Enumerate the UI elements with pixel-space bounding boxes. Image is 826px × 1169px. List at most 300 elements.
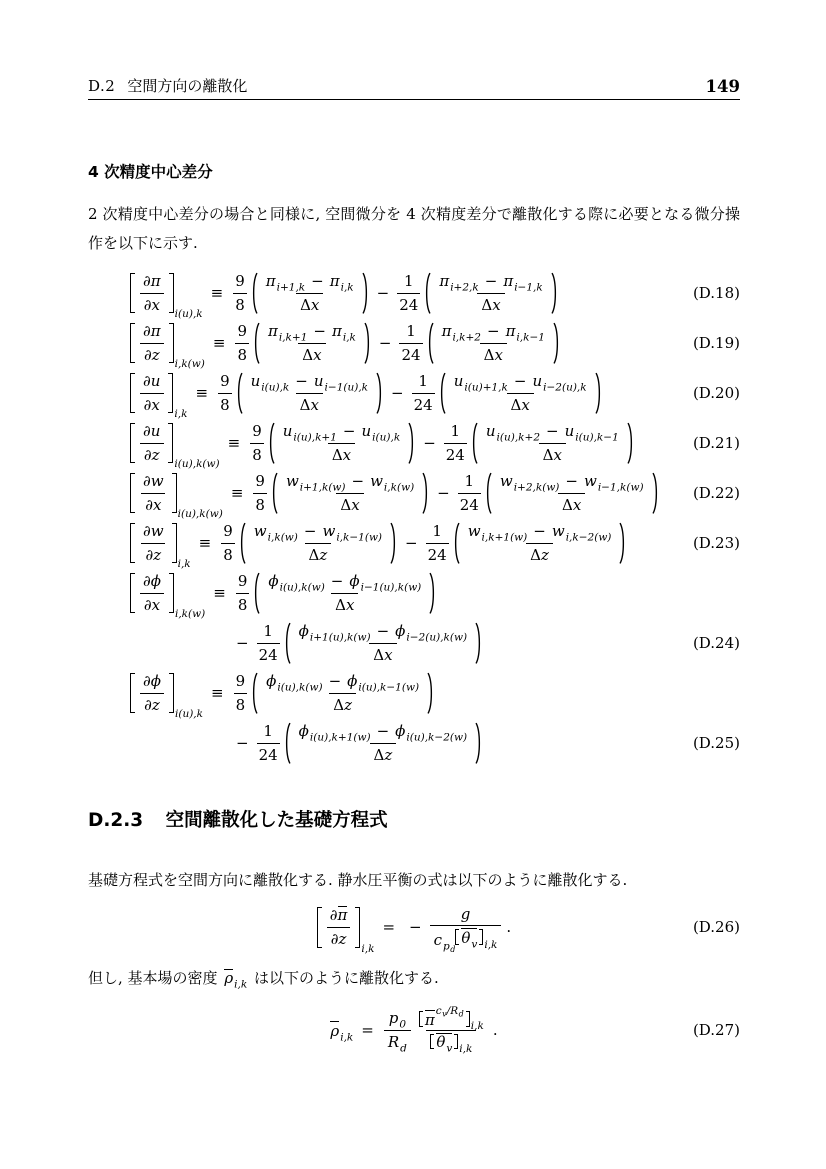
- equation-d27: [88, 996, 740, 1064]
- bracket-subscript: i,k(w): [174, 358, 205, 371]
- difference-term: [233, 322, 372, 365]
- fraction-numerator: [430, 522, 444, 543]
- fraction: [139, 472, 168, 515]
- relation-symbol: ≡: [211, 684, 224, 702]
- coefficient-numerator: 9: [235, 671, 246, 690]
- equation-row: [130, 568, 740, 621]
- partial-numerator: ∂π: [143, 271, 161, 290]
- fraction-numerator: [295, 622, 471, 643]
- fraction: [139, 272, 165, 315]
- fraction-numerator: [139, 472, 168, 493]
- bracket-group: [430, 1033, 473, 1055]
- paren-group: [251, 572, 438, 615]
- variable: [349, 571, 422, 594]
- bracket-subscript: i,k: [459, 1042, 473, 1055]
- partial-numerator: ∂ϕ: [143, 571, 161, 590]
- fraction-denominator: [141, 543, 165, 565]
- variable: [453, 371, 508, 394]
- coefficient-denominator: 8: [255, 495, 265, 514]
- paren-group: [282, 722, 484, 765]
- section-heading-title: 空間離散化した基礎方程式: [165, 810, 388, 831]
- left-square-bracket: [130, 373, 135, 414]
- partial-denominator: ∂z: [143, 345, 160, 364]
- derivative-bracket: [130, 521, 191, 571]
- coefficient-numerator: 9: [237, 321, 247, 340]
- derivative-bracket: [130, 371, 188, 421]
- variable-letter: w: [370, 471, 383, 490]
- fraction-denominator: [329, 693, 356, 715]
- right-paren: [364, 322, 371, 365]
- variable: [395, 621, 468, 644]
- coefficient-denominator: 8: [237, 345, 247, 364]
- right-square-bracket: [355, 907, 360, 948]
- left-paren: [253, 572, 260, 615]
- variable-subsubscript: d: [450, 944, 456, 954]
- left-square-bracket: [130, 473, 135, 514]
- relation-symbol: ≡: [230, 484, 244, 502]
- equation-row: [130, 268, 740, 321]
- variable-subscript: v: [446, 1042, 453, 1055]
- fraction-numerator: [435, 272, 546, 293]
- difference-term: [424, 522, 629, 565]
- bracket-subscript: i(u),k: [174, 708, 203, 721]
- equation-number: (D.21): [692, 434, 740, 452]
- fraction: [384, 1009, 411, 1052]
- coefficient-numerator: 1: [418, 371, 428, 390]
- bracket-subscript: i,k(w): [174, 608, 206, 621]
- coefficient-denominator: 24: [399, 295, 419, 314]
- variable-letter: u: [250, 371, 261, 390]
- difference-term: [410, 372, 604, 415]
- coefficient-numerator: 9: [237, 571, 248, 590]
- fraction-numerator: [139, 272, 165, 293]
- equation-main: [130, 671, 436, 721]
- coefficient-fraction: [250, 422, 264, 465]
- overline-group: [461, 928, 478, 951]
- coefficient-denominator: 24: [445, 445, 465, 464]
- equation-main: [130, 571, 438, 621]
- variable-letter: u: [485, 421, 496, 440]
- paren-group: [425, 322, 562, 365]
- left-paren: [439, 372, 446, 415]
- coefficient-fraction: [236, 572, 250, 615]
- fraction-denominator: [384, 1030, 411, 1052]
- variable-letter: x: [553, 445, 562, 464]
- fraction-numerator: [457, 905, 475, 926]
- fraction: [438, 322, 549, 365]
- variable: [298, 721, 371, 744]
- equation-number: (D.23): [692, 534, 740, 552]
- variable-letter: w: [551, 521, 565, 540]
- partial-denominator: ∂z: [330, 929, 347, 948]
- minus-operator: −: [376, 284, 390, 302]
- coefficient-numerator: 1: [263, 721, 273, 740]
- fraction-denominator: [328, 443, 355, 465]
- coefficient-denominator: 24: [258, 745, 278, 764]
- fraction: [139, 672, 165, 715]
- coefficient-denominator: 8: [235, 295, 245, 314]
- minus-operator: −: [303, 521, 317, 540]
- relation-symbol: ≡: [213, 584, 226, 602]
- relation-symbol: =: [361, 1021, 374, 1039]
- coefficient-denominator: 24: [427, 545, 447, 564]
- overline-group: [224, 969, 233, 987]
- derivative-bracket: [130, 321, 205, 371]
- relation-symbol: ≡: [212, 334, 226, 352]
- variable-letter: π: [503, 271, 514, 290]
- coefficient-fraction: [234, 672, 248, 715]
- variable-subscript: i−2(u),k: [543, 381, 587, 394]
- variable-letter: π: [329, 271, 340, 290]
- minus-operator: −: [546, 421, 559, 440]
- right-paren: [619, 522, 626, 565]
- fraction-denominator: [399, 343, 422, 365]
- variable-subscript: i,k−2(w): [565, 531, 612, 544]
- delta-symbol: Δ: [302, 345, 314, 364]
- variable-subscript: i(u),k+1: [293, 431, 337, 444]
- paren-group: [237, 522, 399, 565]
- variable-subscript: i,k(w): [267, 531, 298, 544]
- equation-row-continued: [130, 618, 740, 668]
- fraction-numerator: [279, 422, 404, 443]
- fraction-denominator: [397, 293, 420, 315]
- variable-subscript: pd: [443, 940, 456, 954]
- variable-letter: π: [439, 271, 450, 290]
- fraction-denominator: [296, 393, 323, 415]
- variable-subscript: d: [400, 1042, 407, 1054]
- variable: [253, 521, 298, 544]
- left-square-bracket: [130, 673, 135, 714]
- derivative-bracket: [130, 271, 203, 321]
- fraction: [139, 322, 165, 365]
- variable-subsubscript: d: [458, 1009, 464, 1019]
- left-paren: [284, 722, 291, 765]
- fraction-numerator: [449, 422, 463, 443]
- fraction-numerator: [262, 272, 358, 293]
- equation-row: [130, 518, 740, 571]
- minus-operator: −: [313, 321, 326, 340]
- variable-subscript: v: [471, 938, 478, 951]
- right-paren: [408, 422, 415, 465]
- difference-term: [397, 322, 561, 365]
- difference-term: [248, 422, 417, 465]
- variable-letter: π: [441, 321, 452, 340]
- fraction-denominator: [336, 493, 363, 515]
- fraction: [139, 422, 164, 465]
- fraction-numerator: [264, 322, 360, 343]
- right-square-bracket: [169, 673, 174, 714]
- bracket-subscript: i(u),k: [174, 308, 203, 321]
- fraction-numerator: [264, 572, 425, 593]
- equation-main: [130, 271, 560, 321]
- right-paren: [376, 372, 383, 415]
- left-square-bracket: [130, 523, 135, 564]
- minus-operator: −: [295, 371, 308, 390]
- coefficient-denominator: 8: [223, 545, 233, 564]
- variable-subscript: i+2,k: [450, 281, 479, 294]
- fraction: [250, 522, 386, 565]
- equation-number: (D.24): [692, 634, 740, 652]
- coefficient-denominator: 8: [235, 695, 246, 714]
- fraction-numerator: [234, 672, 248, 693]
- partial-denominator: ∂z: [144, 695, 160, 714]
- variable-letter: θ: [461, 928, 471, 947]
- variable-letter: x: [572, 495, 582, 514]
- variable-subsubscript: v: [442, 1009, 447, 1019]
- variable-letter: θ: [436, 1033, 446, 1051]
- section-heading-number: D.2.3: [88, 810, 144, 831]
- right-paren: [595, 372, 602, 415]
- fraction-denominator: [141, 493, 165, 515]
- minus-operator: −: [236, 734, 249, 752]
- fraction-denominator: [369, 643, 396, 665]
- variable-letter: w: [467, 521, 481, 540]
- right-paren: [429, 572, 436, 615]
- variable-subscript: i,k(w): [383, 481, 415, 494]
- equation-main: [230, 722, 484, 765]
- fraction-numerator: [261, 722, 275, 743]
- bracket-group: [419, 1005, 484, 1033]
- equation-main: [330, 1005, 498, 1055]
- fraction-denominator: [218, 393, 232, 415]
- variable-letter: π: [505, 321, 516, 340]
- fraction-numerator: [464, 522, 616, 543]
- fraction-denominator: [233, 293, 247, 315]
- fraction: [247, 372, 372, 415]
- variable-subscript: i,k: [340, 281, 354, 294]
- period: .: [506, 918, 512, 936]
- variable-subscript: i,k+1(w): [481, 531, 528, 544]
- variable: [370, 471, 415, 494]
- fraction: [326, 906, 352, 949]
- variable-subscript: i(u),k+1(w): [309, 731, 371, 744]
- relation-symbol: ≡: [227, 434, 241, 452]
- variable-letter: R: [387, 1032, 400, 1051]
- fraction-numerator: [402, 272, 416, 293]
- equation-main: [317, 904, 512, 955]
- difference-term: [442, 422, 636, 465]
- inline-math-rho: [224, 969, 247, 991]
- minus-operator: −: [351, 471, 365, 490]
- fraction-denominator: [140, 343, 164, 365]
- right-square-bracket: [172, 473, 177, 514]
- coefficient-numerator: 1: [464, 471, 475, 490]
- fraction-numerator: [221, 522, 235, 543]
- overline-group: [330, 1021, 339, 1039]
- fraction-numerator: [218, 372, 232, 393]
- paren-group: [282, 622, 484, 665]
- right-square-bracket: [168, 423, 173, 464]
- fraction: [415, 1005, 488, 1055]
- variable: [583, 471, 644, 494]
- variable-letter: x: [310, 395, 319, 414]
- equation-row: [130, 318, 740, 371]
- right-square-bracket: [172, 523, 177, 564]
- fraction-denominator: [298, 343, 325, 365]
- fraction-numerator: [326, 906, 352, 927]
- delta-symbol: Δ: [333, 695, 345, 714]
- partial-numerator: ∂u: [143, 421, 161, 440]
- variable: [532, 371, 587, 394]
- coefficient-fraction: [257, 622, 280, 665]
- left-square-bracket: [130, 423, 135, 464]
- equation-row: [130, 668, 740, 721]
- fraction-denominator: [140, 693, 164, 715]
- partial-denominator: ∂x: [143, 395, 160, 414]
- period: .: [492, 1021, 498, 1039]
- right-square-bracket: [168, 373, 173, 414]
- variable-letter: w: [499, 471, 513, 490]
- variable-subscript: i,k−1(w): [336, 531, 383, 544]
- delta-symbol: Δ: [481, 295, 493, 314]
- variable-letter: ϕ: [349, 571, 360, 590]
- base-density-paragraph-pre: 但し, 基本場の密度: [88, 969, 223, 987]
- fraction-denominator: [458, 493, 481, 515]
- variable-letter: π: [268, 321, 278, 340]
- delta-symbol: Δ: [335, 595, 347, 614]
- fraction-denominator: [235, 343, 249, 365]
- right-square-bracket: [479, 929, 483, 945]
- fraction-numerator: [282, 472, 418, 493]
- fraction: [139, 372, 164, 415]
- variable: [395, 721, 468, 744]
- right-paren: [475, 722, 482, 765]
- derivative-bracket: [130, 671, 203, 721]
- paren-group: [451, 522, 629, 565]
- right-paren: [652, 472, 659, 515]
- superscript-exponent: c v /R d: [435, 1005, 464, 1019]
- coefficient-numerator: 9: [252, 421, 262, 440]
- partial-symbol: ∂: [329, 906, 338, 924]
- variable: [503, 271, 543, 294]
- variable-subscript: i+1,k(w): [299, 481, 346, 494]
- variable: [330, 1021, 354, 1044]
- fraction-numerator: [496, 472, 648, 493]
- variable-subscript: i,k: [234, 978, 248, 991]
- equation-main: [130, 471, 661, 521]
- overline-group: [338, 906, 348, 924]
- paren-group: [483, 472, 661, 515]
- variable: [439, 271, 479, 294]
- variable: [268, 571, 325, 594]
- variable-letter: ϕ: [298, 621, 309, 640]
- fraction: [435, 272, 546, 315]
- variable-letter: x: [310, 295, 320, 314]
- variable-letter: c: [433, 930, 443, 949]
- variable-letter: u: [361, 421, 372, 440]
- fraction-denominator: [370, 743, 397, 765]
- variable-letter: w: [322, 521, 336, 540]
- variable: [441, 321, 481, 344]
- derivative-bracket: [130, 571, 206, 621]
- coefficient-denominator: 8: [220, 395, 230, 414]
- delta-symbol: Δ: [542, 445, 554, 464]
- variable-letter: x: [494, 345, 503, 364]
- variable-subscript: i+1,k: [276, 281, 306, 294]
- paren-group: [251, 322, 373, 365]
- equation-main: [230, 622, 484, 665]
- fraction-numerator: [247, 372, 372, 393]
- coefficient-denominator: 8: [237, 595, 248, 614]
- fraction-numerator: [416, 372, 430, 393]
- coefficient-fraction: [221, 522, 235, 565]
- delta-symbol: Δ: [373, 745, 385, 764]
- paren-group: [469, 422, 636, 465]
- derivative-bracket: [130, 421, 220, 471]
- fraction-denominator: [426, 1030, 476, 1055]
- fraction: [430, 904, 502, 954]
- coefficient-fraction: [399, 322, 422, 365]
- right-square-bracket: [169, 273, 174, 314]
- equation-row: [130, 468, 740, 521]
- fraction-numerator: [250, 422, 264, 443]
- right-paren: [475, 622, 482, 665]
- minus-operator: −: [513, 371, 527, 390]
- page-number: 149: [705, 77, 740, 96]
- fraction: [264, 322, 360, 365]
- coefficient-fraction: [458, 472, 481, 515]
- relation-symbol: =: [382, 918, 396, 936]
- left-square-bracket: [130, 273, 135, 314]
- paren-group: [249, 272, 371, 315]
- difference-term: [255, 622, 485, 665]
- variable-letter: z: [319, 545, 328, 564]
- variable-subscript: i−1(u),k(w): [360, 581, 422, 594]
- equation-number: (D.20): [692, 384, 740, 402]
- bracket-subscript: i,k: [470, 1020, 484, 1033]
- left-square-bracket: [430, 1034, 434, 1050]
- variable: [285, 471, 346, 494]
- coefficient-numerator: 1: [406, 321, 416, 340]
- fraction-denominator: [327, 927, 351, 949]
- equation-main: [130, 321, 562, 371]
- delta-symbol: Δ: [510, 395, 522, 414]
- variable-subscript: i(u)+1,k: [464, 381, 508, 394]
- partial-denominator: ∂x: [145, 495, 162, 514]
- variable: [499, 471, 560, 494]
- coefficient-denominator: 8: [252, 445, 262, 464]
- minus-operator: −: [486, 321, 500, 340]
- left-square-bracket: [419, 1011, 423, 1027]
- fraction: [295, 622, 471, 665]
- minus-operator: −: [376, 621, 390, 640]
- minus-operator: −: [484, 271, 498, 290]
- variable-letter: u: [532, 371, 543, 390]
- fraction-denominator: [140, 293, 164, 315]
- variable-letter: z: [344, 695, 352, 714]
- delta-symbol: Δ: [331, 445, 343, 464]
- equation-row: [130, 368, 740, 421]
- base-density-paragraph-post: は以下のように離散化する.: [249, 969, 439, 987]
- paren-group: [266, 422, 417, 465]
- variable: [551, 521, 612, 544]
- hydrostatic-paragraph: 基礎方程式を空間方向に離散化する. 静水圧平衡の式は以下のように離散化する.: [88, 871, 628, 889]
- running-section-number: D.2: [88, 77, 116, 95]
- coefficient-numerator: 1: [432, 521, 442, 540]
- derivative-bracket: [130, 471, 223, 521]
- minus-operator: −: [376, 721, 390, 740]
- variable: [505, 321, 545, 344]
- delta-symbol: Δ: [530, 545, 542, 564]
- variable-letter: p: [388, 1008, 399, 1027]
- left-square-bracket: [455, 929, 459, 945]
- fraction-denominator: [331, 593, 358, 615]
- running-header: [88, 75, 247, 96]
- bracket-subscript: i(u),k(w): [177, 508, 223, 521]
- variable-letter: u: [282, 421, 293, 440]
- fraction: [139, 572, 165, 615]
- left-paren: [424, 272, 431, 315]
